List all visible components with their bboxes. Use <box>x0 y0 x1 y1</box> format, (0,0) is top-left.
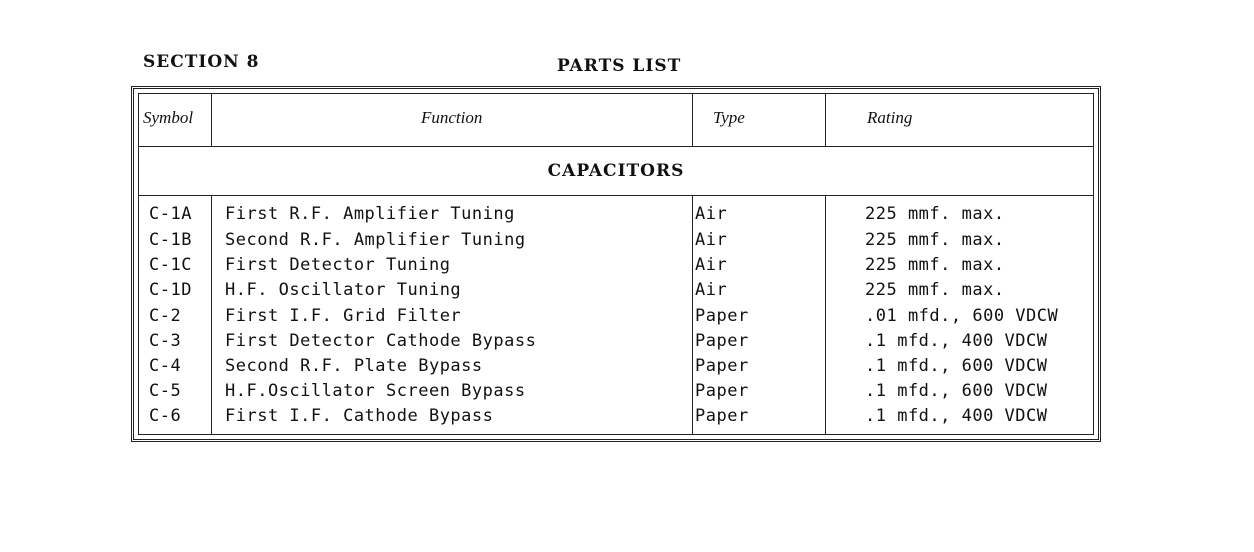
cell-type: Air <box>695 255 728 275</box>
cell-function: First Detector Tuning <box>225 255 451 275</box>
cell-rating: 225 mmf. max. <box>865 230 1005 250</box>
cell-function: First I.F. Cathode Bypass <box>225 406 494 426</box>
cell-rating: 225 mmf. max. <box>865 204 1005 224</box>
table-row <box>139 280 1093 305</box>
cell-symbol: C-6 <box>149 406 182 426</box>
cell-rating: .1 mfd., 400 VDCW <box>865 331 1048 351</box>
cell-function: Second R.F. Amplifier Tuning <box>225 230 526 250</box>
table-row <box>139 381 1093 406</box>
table-row <box>139 356 1093 381</box>
cell-rating: .01 mfd., 600 VDCW <box>865 306 1059 326</box>
cell-function: H.F. Oscillator Tuning <box>225 280 462 300</box>
cell-type: Paper <box>695 406 749 426</box>
cell-function: Second R.F. Plate Bypass <box>225 356 483 376</box>
parts-table <box>131 86 1101 442</box>
parts-table-inner <box>138 93 1094 435</box>
col-divider-type <box>825 94 826 146</box>
group-rule <box>139 195 1093 196</box>
cell-function: H.F.Oscillator Screen Bypass <box>225 381 526 401</box>
cell-function: First R.F. Amplifier Tuning <box>225 204 515 224</box>
cell-symbol: C-4 <box>149 356 182 376</box>
table-row <box>139 331 1093 356</box>
cell-type: Paper <box>695 381 749 401</box>
cell-rating: 225 mmf. max. <box>865 280 1005 300</box>
column-header-type: Type <box>713 108 745 127</box>
cell-symbol: C-1C <box>149 255 192 275</box>
column-header-function: Function <box>421 108 483 127</box>
cell-symbol: C-3 <box>149 331 182 351</box>
col-divider-symbol <box>211 94 212 146</box>
cell-symbol: C-1A <box>149 204 192 224</box>
cell-function: First Detector Cathode Bypass <box>225 331 537 351</box>
page-title: PARTS LIST <box>557 56 682 76</box>
col-divider-function <box>692 94 693 146</box>
header-rule <box>139 146 1093 147</box>
column-header-symbol: Symbol <box>143 108 194 127</box>
cell-type: Air <box>695 280 728 300</box>
cell-type: Air <box>695 230 728 250</box>
table-row <box>139 230 1093 255</box>
cell-rating: .1 mfd., 600 VDCW <box>865 381 1048 401</box>
cell-type: Paper <box>695 356 749 376</box>
table-row <box>139 306 1093 331</box>
table-row <box>139 204 1093 229</box>
table-row <box>139 255 1093 280</box>
cell-symbol: C-1D <box>149 280 192 300</box>
cell-rating: .1 mfd., 600 VDCW <box>865 356 1048 376</box>
cell-rating: 225 mmf. max. <box>865 255 1005 275</box>
cell-symbol: C-5 <box>149 381 182 401</box>
cell-rating: .1 mfd., 400 VDCW <box>865 406 1048 426</box>
cell-type: Paper <box>695 331 749 351</box>
group-title: CAPACITORS <box>547 161 685 181</box>
cell-type: Paper <box>695 306 749 326</box>
column-header-rating: Rating <box>867 108 913 127</box>
section-label: SECTION 8 <box>143 52 260 72</box>
table-row <box>139 406 1093 431</box>
cell-symbol: C-2 <box>149 306 182 326</box>
cell-type: Air <box>695 204 728 224</box>
cell-symbol: C-1B <box>149 230 192 250</box>
cell-function: First I.F. Grid Filter <box>225 306 462 326</box>
